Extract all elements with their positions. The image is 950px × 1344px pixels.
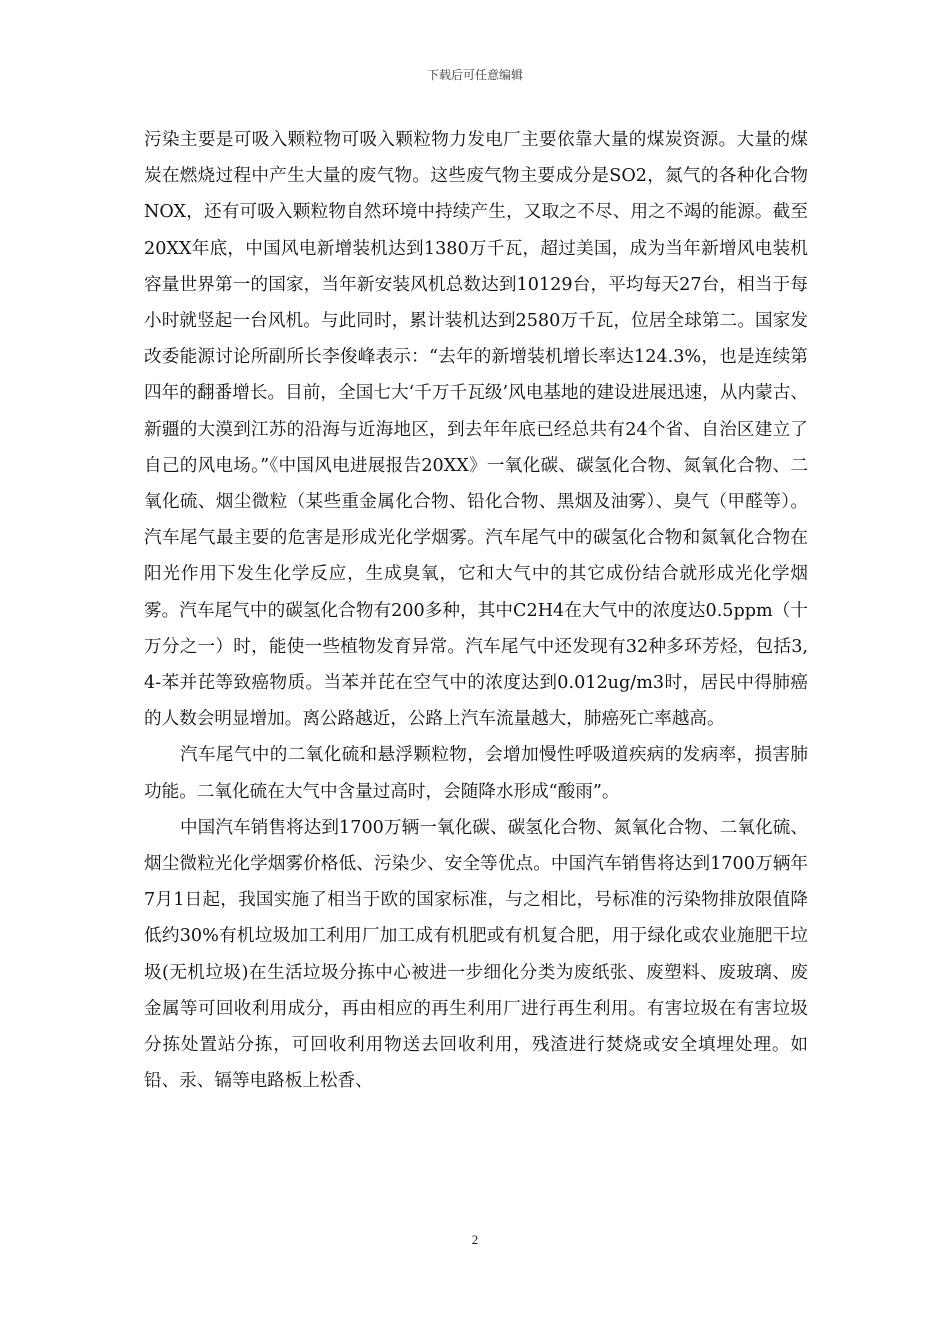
page-number: 2: [471, 1232, 479, 1247]
body-paragraph-1: 污染主要是可吸入颗粒物可吸入颗粒物力发电厂主要依靠大量的煤炭资源。大量的煤炭在燃烧过程中产生大量的废气物。这些废气物主要成分是SO2，氮气的各种化合物NOX，还有可吸入颗粒物自然环境中持续产生，又取之不尽、用之不竭的能源。截至20XX年底，中国风电新增装机达到1380万千瓦，超过美国，成为当年新增风电装机容量世界第一的国家，当年新安装风机总数达到10129台，平均每天27台，相当于每小时就竖起一台风机。与此同时，累计装机达到2580万千瓦，位居全球第二。国家发改委能源讨论所副所长李俊峰表示：“去年的新增装机增长率达124.3%，也是连续第四年的翻番增长。目前，全国七大‘千万千瓦级’风电基地的建设进展迅速，从内蒙古、新疆的大漠到江苏的沿海与近海地区，到去年年底已经总共有24个省、自治区建立了自己的风电场。”《中国风电进展报告20XX》一氧化碳、碳氢化合物、氮氧化合物、二氧化硫、烟尘微粒（某些重金属化合物、铅化合物、黑烟及油雾）、臭气（甲醛等）。汽车尾气最主要的危害是形成光化学烟雾。汽车尾气中的碳氢化合物和氮氧化合物在阳光作用下发生化学反应，生成臭氧，它和大气中的其它成份结合就形成光化学烟雾。汽车尾气中的碳氢化合物有200多种，其中C2H4在大气中的浓度达0.5ppm（十万分之一）时，能使一些植物发育异常。汽车尾气中还发现有32种多环芳烃，包括3,4-苯并芘等致癌物质。当苯并芘在空气中的浓度达到0.012ug/m3时，居民中得肺癌的人数会明显增加。离公路越近，公路上汽车流量越大，肺癌死亡率越高。: [144, 130, 808, 730]
page-header: 下载后可任意编辑: [426, 68, 523, 82]
document-body: [144, 122, 808, 1099]
body-paragraph-2: 汽车尾气中的二氧化硫和悬浮颗粒物，会增加慢性呼吸道疾病的发病率，损害肺功能。二氧化硫在大气中含量过高时，会随降水形成“酸雨”。: [144, 745, 808, 802]
body-paragraph-3: 中国汽车销售将达到1700万辆一氧化碳、碳氢化合物、氮氧化合物、二氧化硫、烟尘微粒光化学烟雾价格低、污染少、安全等优点。中国汽车销售将达到1700万辆年7月1日起，我国实施了相当于欧的国家标准，与之相比，号标准的污染物排放限值降低约30%有机垃圾加工利用厂加工成有机肥或有机复合肥，用于绿化或农业施肥干垃圾(无机垃圾)在生活垃圾分拣中心被进一步细化分类为废纸张、废塑料、废玻璃、废金属等可回收利用成分，再由相应的再生利用厂进行再生利用。有害垃圾在有害垃圾分拣处置站分拣，可回收利用物送去回收利用，残渣进行焚烧或安全填埋处理。如铅、汞、镉等电路板上松香、: [144, 817, 808, 1092]
